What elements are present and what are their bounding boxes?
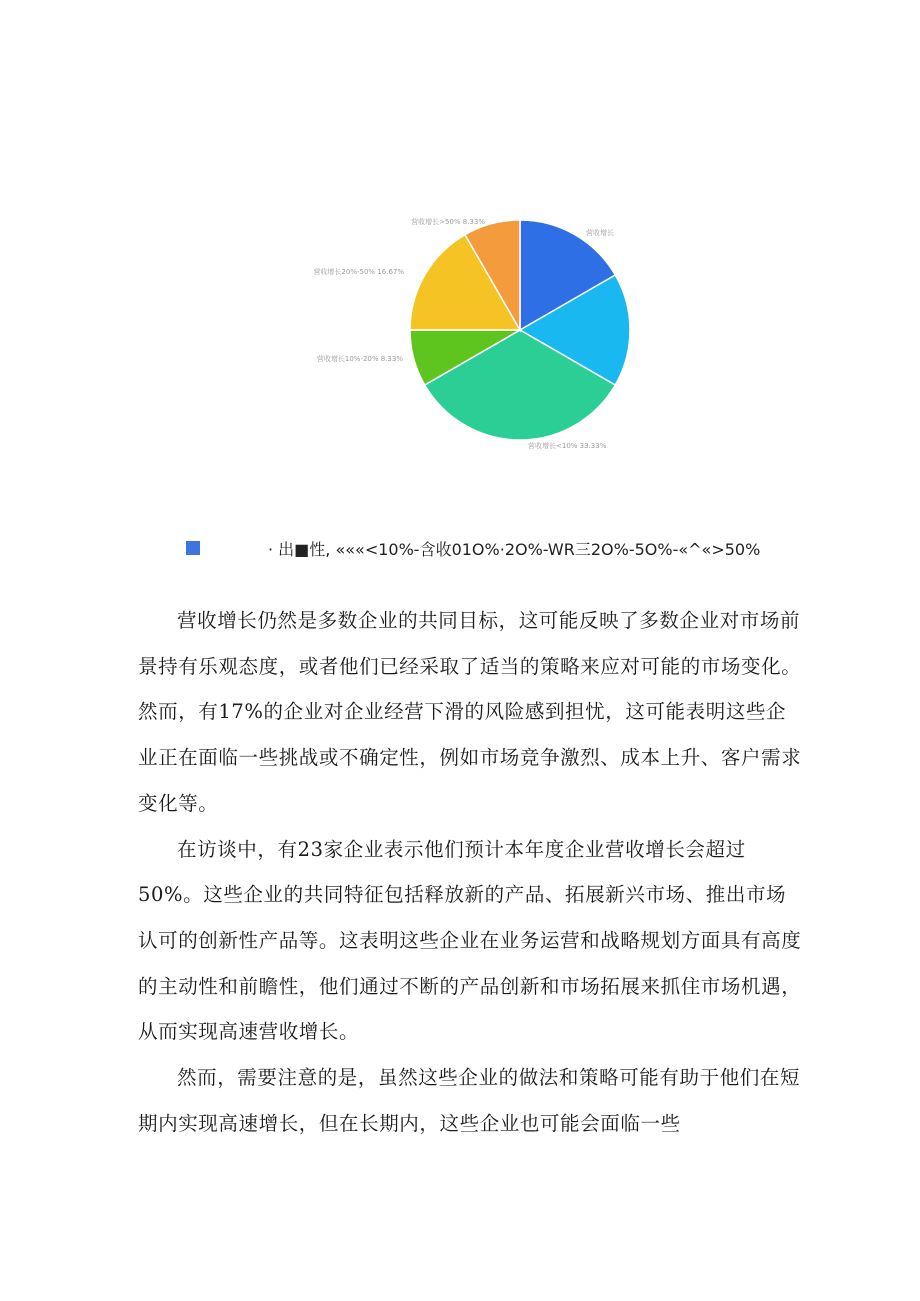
pie-slice-label-4: 营收增长10%-20% 8.33% xyxy=(316,355,403,363)
body-text xyxy=(138,598,806,1146)
pie-slice-label-5: 营收增长20%-50% 16.67% xyxy=(313,268,404,276)
chart-legend xyxy=(186,536,826,560)
pie-chart-svg xyxy=(280,200,680,470)
pie-chart xyxy=(280,200,680,470)
pie-slice-label-3: 营收增长<10% 33.33% xyxy=(528,442,607,450)
legend-swatch xyxy=(186,541,200,555)
legend-text: · 出■性, «««<10%-含收01O%·2O%-WR三2O%-5O%-«^«>50% xyxy=(268,539,761,559)
paragraph-3: 然而，需要注意的是，虽然这些企业的做法和策略可能有助于他们在短期内实现高速增长，但在长期内，这些企业也可能会面临一些 xyxy=(138,1066,801,1135)
paragraph-1: 营收增长仍然是多数企业的共同目标，这可能反映了多数企业对市场前景持有乐观态度，或者他们已经采取了适当的策略来应对可能的市场变化。然而，有17%的企业对企业经营下滑的风险感到担忧，这可能表明这些企业正在面临一些挑战或不确定性，例如市场竞争激烈、成本上升、客户需求变化等。 xyxy=(138,609,802,815)
pie-slice-label-6: 营收增长>50% 8.33% xyxy=(411,218,485,226)
paragraph-2: 在访谈中，有23家企业表示他们预计本年度企业营收增长会超过50%。这些企业的共同特征包括释放新的产品、拓展新兴市场、推出市场认可的创新性产品等。这表明这些企业在业务运营和战略规划方面具有高度的主动性和前瞻性，他们通过不断的产品创新和市场拓展来抓住市场机遇，从而实现高速营收增长。 xyxy=(138,837,802,1044)
pie-slice-label-1: 营收增长 xyxy=(586,229,614,237)
